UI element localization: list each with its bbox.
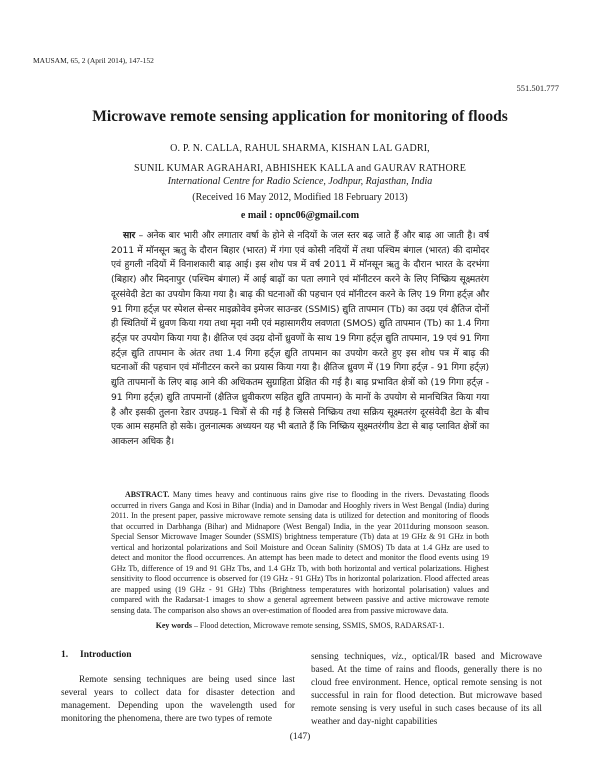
section-number: 1. <box>61 650 69 660</box>
keywords <box>0 621 600 630</box>
hindi-abstract-label: सार <box>123 230 136 241</box>
authors-line-1: O. P. N. CALLA, RAHUL SHARMA, KISHAN LAL GADRI, <box>170 143 430 154</box>
author-list <box>0 139 600 178</box>
classification-number: 551.501.777 <box>516 83 559 93</box>
intro-right-text-2: , optical/IR based and Microwave based. At the time of rains and floods, generally there is no cloud free environment. Hence, optical remote sensing is not successful in rain for flood detection. But microwave based remote sensing is very useful in such cases because of its all weather and day-night capabilities <box>311 651 543 726</box>
english-abstract <box>111 490 489 617</box>
authors-line-2: SUNIL KUMAR AGRAHARI, ABHISHEK KALLA and GAURAV RATHORE <box>134 162 466 174</box>
abstract-label: ABSTRACT. <box>125 490 170 499</box>
hindi-abstract-text: – अनेक बार भारी और लगातार वर्षा के होने से नदियों के जल स्तर बढ़ जाते हैं और बाढ़ आ जाती है। वर्ष 2011 में मॉनसून ऋतु के दौरान बिहार (भारत) में गंगा एवं कोसी नदियों में तथा पश्चिम बंगाल (भारत) की दामोदर एवं हुगली नदियों में विनाशकारी बाढ़ आई। इस शोध पत्र में वर्ष 2011 में मॉनसून ऋतु के दौरान भारत के दरभंगा (बिहार) और मिदनापुर (पश्चिम बंगाल) में आई बाढ़ों का पता लगाने एवं मॉनीटरन करने के लिए निष्क्रिय सूक्ष्मतरंग दूरसंवेदी डेटा का उपयोग किया गया है। बाढ़ की घटनाओं की पहचान एवं मॉनीटरन करने के लिए 19 गिगा हर्ट्ज़ और 91 गिगा हर्ट्ज़ पर स्पेशल सेन्सर माइक्रोवेव इमेजर साउन्डर (SSMIS) द्युति तापमान (Tb) का उदग्र एवं क्षैतिज दोनों ही स्थितियों में ध्रुवण किया गया तथा मृदा नमी एवं महासागरीय लवणता (SMOS) द्युति तापमान (Tb) का 1.4 गिगा हर्ट्ज़ पर उपयोग किया गया है। क्षैतिज एवं उदग्र दोनों ध्रुवणों के साथ 19 गिगा हर्ट्ज़ द्युति तापमान, 19 एवं 91 गिगा हर्ट्ज़ द्युति तापमान के अंतर तथा 1.4 गिगा हर्ट्ज़ द्युति तापमान का उपयोग करते हुए इस शोध पत्र में बाढ़ की घटनाओं की पहचान एवं मॉनीटरन करने का प्रयास किया गया है। क्षैतिज ध्रुवण में (19 गिगा हर्ट्ज़ - 91 गिगा हर्ट्ज़) द्युति तापमानों के लिए बाढ़ आने की अधिकतम सुग्राहिता प्रेक्षित की गई है। बाढ़ प्रभावित क्षेत्रों को (19 गिगा हर्ट्ज़ - 91 गिगा हर्ट्ज़) द्युति तापमानों (क्षैतिज ध्रुवीकरण सहित द्युति तापमान) के मानों के उपयोग से मानचित्रित किया गया है और इसकी तुलना रेडार उपग्रह-1 चित्रों से की गई है जिससे निष्क्रिय तथा सक्रिय सूक्ष्मतरंग दूरसंवेदी डेटा के बीच एक आम सहमति हो सके। तुलनात्मक अध्ययन यह भी बताते हैं कि निष्क्रिय सूक्ष्मतरंगीय डेटा से बाढ़ प्लावित क्षेत्रों का आकलन अधिक है। <box>111 230 489 448</box>
abstract-text: Many times heavy and continuous rains give rise to flooding in the rivers. Devastating floods occurred in rivers Ganga and Kosi in Bihar (India) and in Damodar and Hooghly rivers in West Bengal (India) during 2011. In the present paper, passive microwave remote sensing data is utilized for detection and monitoring of floods that occurred in Darbhanga (Bihar) and Midnapore (West Bengal) India, in the year 2011during monsoon season. Special Sensor Microwave Imager Sounder (SSMIS) brightness temperature (Tb) data at 19 GHz & 91 GHz in both vertical and horizontal polarizations and Soil Moisture and Ocean Salinity (SMOS) Tb data at 1.4 GHz are used to detect and monitor the flood occurrences. An attempt has been made to detect and monitor the flood events using 19 GHz Tb, difference of 19 and 91 GHz Tbs, and 1.4 GHz Tb, with both horizontal and vertical polarizations. Highest sensitivity to flood occurrence is observed for (19 GHz - 91 GHz) Tbs in horizontal polarization. Flood affected areas are mapped using (19 GHz - 91 GHz) Tbhs (Brightness temperatures with horizontal polarisation) values and compared with the Radarsat-1 images to show a general agreement between passive and active microwave remote sensing data. The comparison also shows an over-estimation of flooded area from passive microwave data. <box>111 490 489 616</box>
journal-reference: MAUSAM, 65, 2 (April 2014), 147-152 <box>33 56 154 65</box>
intro-right-text-1: sensing techniques, <box>311 651 386 661</box>
viz-abbreviation: viz. <box>391 651 405 661</box>
section-title: Introduction <box>80 650 132 660</box>
affiliation: International Centre for Radio Science, Jodhpur, Rajasthan, India <box>167 176 433 187</box>
section-heading <box>61 650 132 660</box>
intro-right-column <box>311 650 542 728</box>
keywords-text: – Flood detection, Microwave remote sensing, SSMIS, SMOS, RADARSAT-1. <box>193 621 445 630</box>
keywords-label: Key words <box>155 621 192 630</box>
paper-title: Microwave remote sensing application for monitoring of floods <box>92 108 508 125</box>
hindi-abstract <box>111 229 489 450</box>
contact-email: e mail : opnc06@gmail.com <box>240 210 360 221</box>
intro-left-column: Remote sensing techniques are being used since last several years to collect data for disaster detection and management. Depending upon the wavelength used for monitoring the phenomena, there are two types of remote <box>61 674 295 723</box>
received-dates: (Received 16 May 2012, Modified 18 February 2013) <box>192 192 408 203</box>
page-number: (147) <box>289 732 311 742</box>
